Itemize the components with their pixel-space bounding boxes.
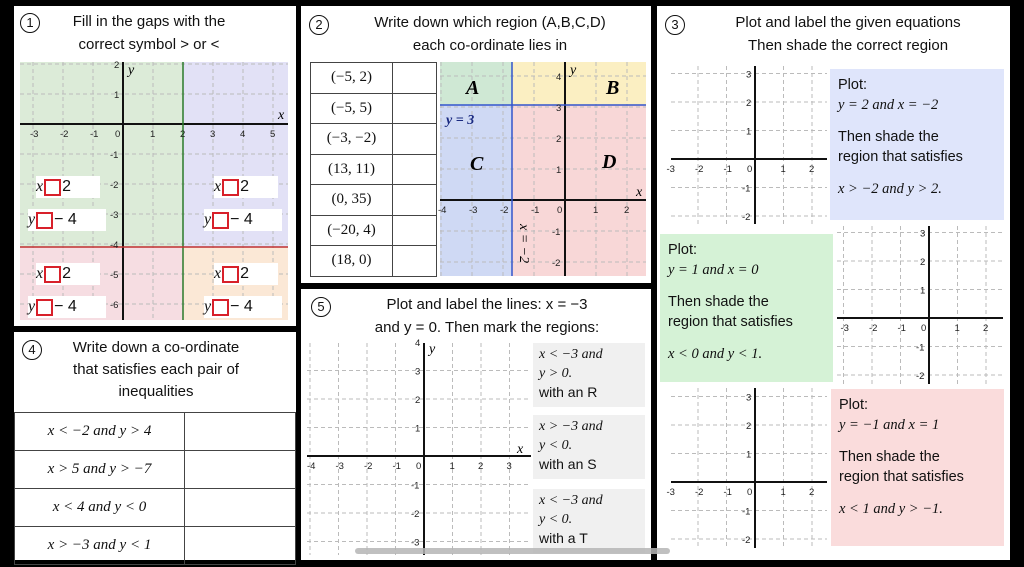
symbol-gap[interactable] <box>222 179 239 196</box>
symbol-gap[interactable] <box>212 212 229 229</box>
ineq-box-tr-y: y − 4 <box>204 209 282 231</box>
y-tick-label: 3 <box>556 103 562 114</box>
y-tick-label: -2 <box>411 509 420 520</box>
answer-cell[interactable] <box>393 154 437 185</box>
question-number-3: 3 <box>665 15 685 35</box>
x-tick-label: -3 <box>840 323 849 334</box>
question-4-header-line-3: inequalities <box>118 383 194 400</box>
ineq-box-tr-x: x 2 <box>214 176 278 198</box>
y-tick-label: 1 <box>114 90 120 101</box>
y-tick-label: 3 <box>920 228 926 240</box>
y-tick-label: 2 <box>746 421 752 432</box>
line-label-y-eq: y = 3 <box>446 113 475 128</box>
y-tick-label: 2 <box>415 395 421 406</box>
symbol-gap[interactable] <box>36 299 53 316</box>
horizontal-scrollbar[interactable] <box>355 548 670 554</box>
x-tick-label: -1 <box>723 164 732 175</box>
region-label-c: C <box>470 153 484 175</box>
question-4-header-line-1: Write down a co-ordinate <box>72 339 240 356</box>
x-tick-label: -2 <box>869 323 878 334</box>
question-2-graph <box>440 62 646 276</box>
table-row <box>15 527 296 565</box>
ineq-box-tl-y: y − 4 <box>28 209 106 231</box>
x-tick-label: 1 <box>780 487 786 498</box>
x-tick-label: -1 <box>531 205 540 216</box>
y-tick-label: 4 <box>415 338 421 349</box>
ineq-box-br-x: x 2 <box>214 263 278 285</box>
table-row: (−5, 2) <box>311 63 437 94</box>
question-3b-instructions: Plot: y = 1 and x = 0 Then shade the region that satisfies x < 0 and y < 1. <box>660 234 833 382</box>
table-row <box>15 413 296 451</box>
question-2-header-line-1: Write down which region (A,B,C,D) <box>374 14 606 31</box>
x-tick-label: 5 <box>270 129 276 140</box>
x-tick-label: -1 <box>897 323 906 334</box>
answer-cell[interactable] <box>185 413 296 451</box>
x-tick-label: -3 <box>469 205 478 216</box>
x-tick-label: -3 <box>666 164 675 175</box>
question-3c-graph <box>666 388 827 548</box>
question-3a-graph <box>666 66 827 224</box>
y-tick-label: -2 <box>742 212 751 223</box>
y-axis-label: y <box>128 63 135 78</box>
y-tick-label: -5 <box>110 270 119 281</box>
y-tick-label: 1 <box>746 126 752 138</box>
question-5-panel <box>301 289 651 560</box>
x-tick-label: -2 <box>695 164 704 175</box>
answer-cell[interactable] <box>393 63 437 94</box>
y-tick-label: 2 <box>920 257 926 268</box>
x-tick-label: 2 <box>983 323 989 334</box>
coordinate-table <box>310 62 437 277</box>
question-number-2: 2 <box>309 15 329 35</box>
question-5-graph <box>307 338 531 555</box>
x-axis-label: x <box>517 442 524 457</box>
y-tick-label: 2 <box>746 98 752 109</box>
question-3c-instructions: Plot: y = −1 and x = 1 Then shade the region that satisfies x < 1 and y > −1. <box>831 389 1004 546</box>
question-5-header-line-1: Plot and label the lines: x = −3 <box>386 296 588 313</box>
question-1-header-line-2: correct symbol > or < <box>78 36 220 53</box>
answer-cell[interactable] <box>185 451 296 489</box>
question-2-header-line-2: each co-ordinate lies in <box>412 37 568 54</box>
x-axis-label: x <box>278 108 285 123</box>
x-tick-label: 1 <box>449 461 455 472</box>
question-number-4: 4 <box>22 340 42 360</box>
x-axis-label: x <box>636 185 643 200</box>
x-tick-label: -1 <box>90 129 99 140</box>
x-tick-label: -1 <box>723 487 732 498</box>
x-tick-label: 1 <box>954 323 960 334</box>
ineq-box-bl-x: x 2 <box>36 263 100 285</box>
x-tick-label: 1 <box>780 164 786 175</box>
symbol-gap[interactable] <box>212 299 229 316</box>
x-tick-label: 1 <box>593 205 599 216</box>
region-label-a: A <box>466 77 480 99</box>
line-label-x-eq: x = −2 <box>516 224 531 264</box>
table-row: (−5, 5) <box>311 93 437 124</box>
x-tick-label: -2 <box>695 487 704 498</box>
question-3a-instructions: Plot: y = 2 and x = −2 Then shade the region that satisfies x > −2 and y > 2. <box>830 69 1004 220</box>
y-tick-label: -2 <box>552 258 561 269</box>
symbol-gap[interactable] <box>44 179 61 196</box>
region-r-instruction: x < −3 and y > 0. with an R <box>533 343 645 407</box>
table-row <box>15 451 296 489</box>
x-tick-label: -4 <box>307 461 316 472</box>
y-tick-label: 1 <box>556 165 562 176</box>
y-tick-label: 2 <box>114 60 120 71</box>
y-tick-label: -2 <box>110 180 119 191</box>
region-label-b: B <box>606 77 620 99</box>
y-tick-label: -4 <box>110 240 119 251</box>
y-tick-label: 4 <box>556 72 562 83</box>
symbol-gap[interactable] <box>222 266 239 283</box>
table-row: (18, 0) <box>311 246 437 277</box>
question-2-panel <box>301 6 651 283</box>
y-tick-label: -3 <box>411 537 420 549</box>
x-tick-label: 2 <box>809 164 815 175</box>
x-tick-label: 0 <box>115 129 121 140</box>
table-row: (−20, 4) <box>311 215 437 246</box>
y-tick-label: 2 <box>556 134 562 145</box>
question-1-panel <box>14 6 296 326</box>
table-row: (0, 35) <box>311 185 437 216</box>
y-tick-label: 3 <box>746 392 752 404</box>
y-tick-label: -6 <box>110 300 119 311</box>
x-tick-label: -3 <box>30 129 39 140</box>
x-tick-label: 2 <box>624 205 630 216</box>
x-tick-label: 2 <box>180 129 186 140</box>
question-3-panel <box>657 6 1010 560</box>
question-1-header-line-1: Fill in the gaps with the <box>72 13 226 30</box>
answer-cell[interactable] <box>393 185 437 216</box>
y-tick-label: -1 <box>411 480 420 492</box>
answer-cell[interactable] <box>393 93 437 124</box>
inequality-cell: x > −3 and y < 1 <box>15 527 185 565</box>
answer-cell[interactable] <box>393 124 437 155</box>
answer-cell[interactable] <box>393 215 437 246</box>
region-c <box>440 105 512 276</box>
x-tick-label: 2 <box>478 461 484 472</box>
region-b <box>512 62 646 105</box>
x-tick-label: 0 <box>747 164 753 175</box>
y-tick-label: -1 <box>742 183 751 195</box>
question-3-header-line-1: Plot and label the given equations <box>735 14 961 31</box>
x-tick-label: 1 <box>150 129 156 140</box>
x-tick-label: -4 <box>438 205 447 216</box>
question-number-1: 1 <box>20 13 40 33</box>
x-tick-label: -2 <box>60 129 69 140</box>
y-tick-label: -1 <box>552 227 561 238</box>
region-s-instruction: x > −3 and y < 0. with an S <box>533 415 645 479</box>
table-row <box>15 489 296 527</box>
y-tick-label: 1 <box>920 285 926 297</box>
question-5-header-line-2: and y = 0. Then mark the regions: <box>374 319 600 336</box>
region-t-instruction: x < −3 and y < 0. with a T <box>533 489 645 553</box>
y-tick-label: 1 <box>746 449 752 461</box>
x-tick-label: -3 <box>335 461 344 472</box>
inequality-cell: x < −2 and y > 4 <box>15 413 185 451</box>
question-4-panel <box>14 332 296 560</box>
y-axis-label: y <box>429 342 436 357</box>
region-d <box>512 105 646 276</box>
ineq-box-bl-y: y − 4 <box>28 296 106 318</box>
x-tick-label: 3 <box>506 461 512 472</box>
symbol-gap[interactable] <box>44 266 61 283</box>
ineq-box-tl-x: x 2 <box>36 176 100 198</box>
inequality-cell: x < 4 and y < 0 <box>15 489 185 527</box>
y-tick-label: 1 <box>415 423 421 435</box>
y-tick-label: -3 <box>110 210 119 221</box>
y-tick-label: -1 <box>916 342 925 354</box>
question-3b-graph <box>837 226 1003 384</box>
y-tick-label: -2 <box>916 371 925 382</box>
table-row: (−3, −2) <box>311 124 437 155</box>
question-4-table <box>14 412 296 565</box>
y-tick-label: 3 <box>415 366 421 378</box>
x-tick-label: 0 <box>747 487 753 498</box>
question-4-header-line-2: that satisfies each pair of <box>73 361 239 378</box>
y-tick-label: -1 <box>110 150 119 161</box>
x-tick-label: 2 <box>809 487 815 498</box>
x-tick-label: 4 <box>240 129 246 140</box>
question-3-header-line-2: Then shade the correct region <box>747 37 949 54</box>
question-number-5: 5 <box>311 297 331 317</box>
table-row: (13, 11) <box>311 154 437 185</box>
y-axis-label: y <box>570 63 577 78</box>
x-tick-label: 0 <box>416 461 422 472</box>
x-tick-label: -1 <box>392 461 401 472</box>
answer-cell[interactable] <box>185 527 296 565</box>
x-tick-label: -2 <box>500 205 509 216</box>
x-tick-label: 0 <box>557 205 563 216</box>
x-tick-label: 0 <box>921 323 927 334</box>
y-tick-label: -2 <box>742 535 751 546</box>
ineq-box-br-y: y − 4 <box>204 296 282 318</box>
x-tick-label: -3 <box>666 487 675 498</box>
inequality-cell: x > 5 and y > −7 <box>15 451 185 489</box>
answer-cell[interactable] <box>185 489 296 527</box>
x-tick-label: -2 <box>364 461 373 472</box>
x-tick-label: 3 <box>210 129 216 140</box>
region-label-d: D <box>602 151 617 173</box>
y-tick-label: -1 <box>742 506 751 518</box>
symbol-gap[interactable] <box>36 212 53 229</box>
y-tick-label: 3 <box>746 69 752 81</box>
answer-cell[interactable] <box>393 246 437 277</box>
